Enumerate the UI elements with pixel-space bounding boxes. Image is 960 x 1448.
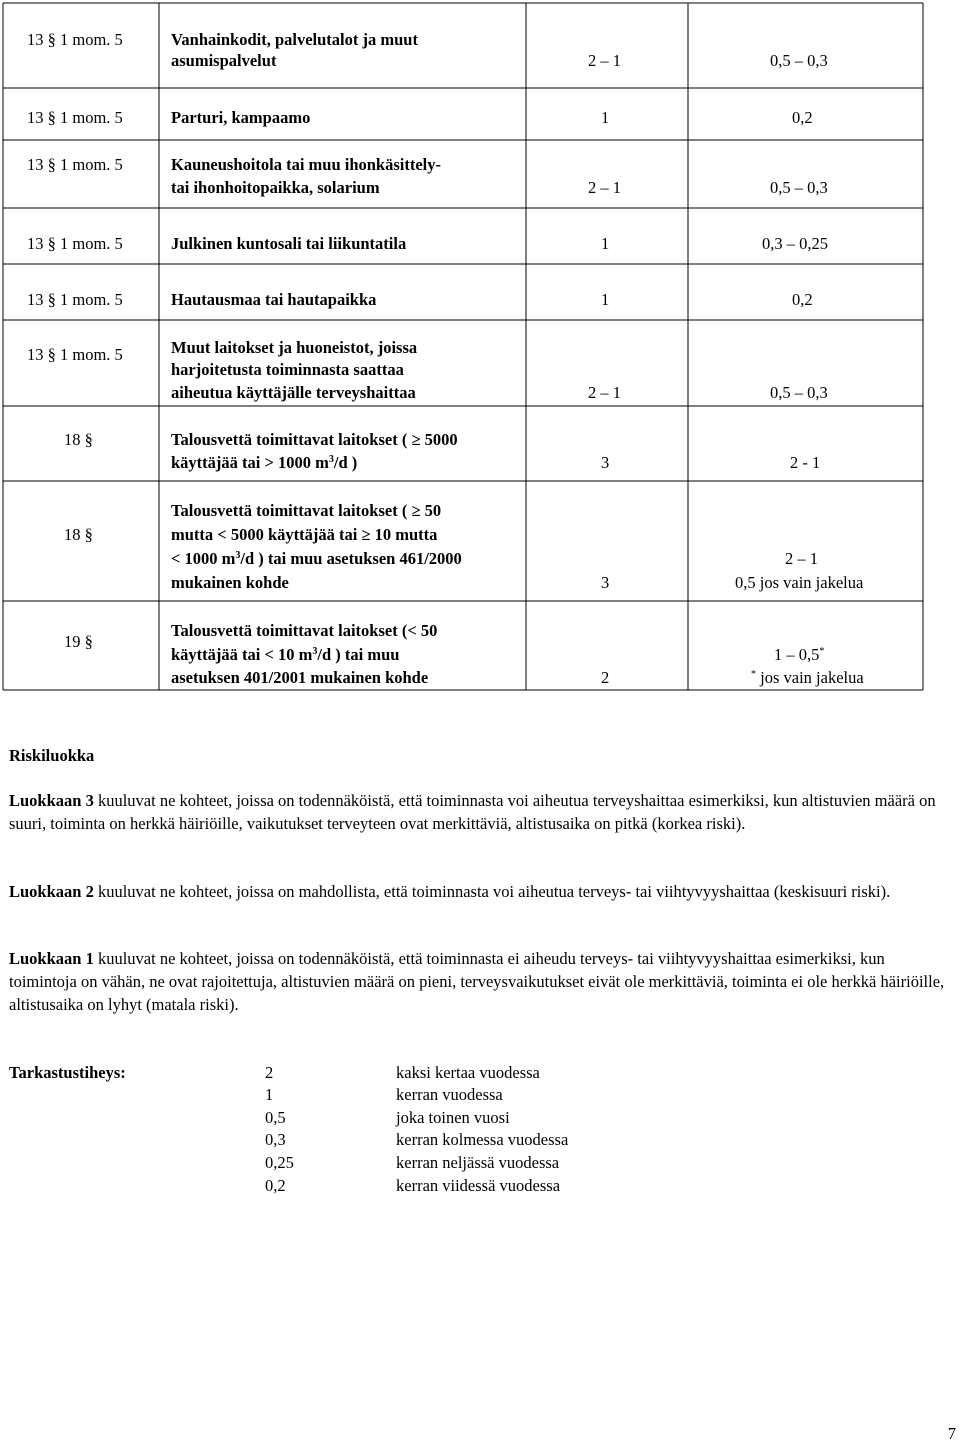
inspection-frequency: 0,2 [792,290,813,309]
risk-class-2-paragraph [9,880,954,903]
table-grid [0,0,960,700]
risk-class-label: Luokkaan 2 [9,882,94,901]
inspection-frequency: 1 – 0,5* [774,645,825,664]
inspection-frequency: 0,3 – 0,25 [762,234,828,253]
row-description-line: Julkinen kuntosali tai liikuntatila [171,234,407,253]
row-description-line: käyttäjää tai > 1000 $m^3/d$ ) [171,453,358,472]
row-description-line: mutta < 5000 käyttäjää tai ≥ 10 mutta [171,525,438,544]
inspection-frequency: 2 – 1 [785,549,818,568]
inspection-frequency: 0,5 – 0,3 [770,383,828,402]
page-number: 7 [947,1424,956,1443]
frequency-heading: Tarkastustiheys: [9,1063,126,1082]
frequency-value: 1 [265,1085,274,1104]
frequency-text: kaksi kertaa vuodessa [396,1063,540,1082]
risk-class: 1 [601,234,610,253]
risk-class: 2 – 1 [588,178,621,197]
row-description-line: < 1000 $m^3/d$ ) tai muu asetuksen 461/2000 [171,549,462,568]
risk-class: 1 [601,108,610,127]
row-description-line: Parturi, kampaamo [171,108,311,127]
risk-class: 3 [601,453,610,472]
row-description-line: Talousvettä toimittavat laitokset ( ≥ 5000 [171,430,458,449]
row-description-line: Talousvettä toimittavat laitokset ( ≥ 50 [171,501,442,520]
risk-class-label: Luokkaan 3 [9,791,94,810]
section-ref: 18 § [64,525,93,544]
frequency-text: joka toinen vuosi [396,1108,510,1127]
frequency-value: 2 [265,1063,274,1082]
section-ref: 18 § [64,430,93,449]
inspection-frequency: 2 - 1 [790,453,821,472]
row-description-line: Muut laitokset ja huoneistot, joissa [171,338,418,357]
row-description-line: Talousvettä toimittavat laitokset (< 50 [171,621,438,640]
section-ref: 13 § 1 mom. 5 [27,108,123,127]
row-description-line: tai ihonhoitopaikka, solarium [171,178,380,197]
risk-class: 3 [601,573,610,592]
risk-class: 2 [601,668,610,687]
section-ref: 13 § 1 mom. 5 [27,234,123,253]
frequency-value: 0,25 [265,1153,294,1172]
risk-class-text: kuuluvat ne kohteet, joissa on todennäköistä, että toiminnasta ei aiheudu terveys- tai viihtyvyyshaittaa esimerkiksi, kun toimintoja on vähän, ne ovat rajoitettuja, altistuvien määrä on pieni, terveysvaikutukset eivät ole merkittäviä, toiminta ei ole herkkä häiriöille, altistusaika on lyhyt (matala riski). [9,949,945,1014]
frequency-text: kerran viidessä vuodessa [396,1176,561,1195]
risk-heading: Riskiluokka [9,746,95,765]
risk-class-3-paragraph [9,789,954,835]
risk-class: 1 [601,290,610,309]
section-ref: 19 § [64,632,93,651]
frequency-text: kerran kolmessa vuodessa [396,1130,569,1149]
frequency-text: kerran vuodessa [396,1085,503,1104]
inspection-frequency-note: 0,5 jos vain jakelua [735,573,864,592]
frequency-value: 0,2 [265,1176,286,1195]
frequency-value: 0,3 [265,1130,286,1149]
inspection-frequency: 0,2 [792,108,813,127]
inspection-frequency: 0,5 – 0,3 [770,51,828,70]
row-description-line: mukainen kohde [171,573,289,592]
frequency-value: 0,5 [265,1108,286,1127]
section-ref: 13 § 1 mom. 5 [27,30,123,49]
risk-class: 2 – 1 [588,383,621,402]
frequency-text: kerran neljässä vuodessa [396,1153,560,1172]
risk-class: 2 – 1 [588,51,621,70]
row-description-line: asumispalvelut [171,51,277,70]
risk-class-text: kuuluvat ne kohteet, joissa on mahdollista, että toiminnasta voi aiheutua terveys- tai viihtyvyyshaittaa (keskisuuri riski). [93,882,891,901]
risk-class-label: Luokkaan 1 [9,949,94,968]
risk-class-1-paragraph [9,947,954,1016]
row-description-line: harjoitetusta toiminnasta saattaa [171,360,404,379]
row-description-line: asetuksen 401/2001 mukainen kohde [171,668,429,687]
row-description-line: Vanhainkodit, palvelutalot ja muut [171,30,418,49]
inspection-frequency-note: * jos vain jakelua [751,668,864,687]
section-ref: 13 § 1 mom. 5 [27,155,123,174]
risk-class-text: kuuluvat ne kohteet, joissa on todennäköistä, että toiminnasta voi aiheutua terveyshaittaa esimerkiksi, kun altistuvien määrä on suuri, toiminta on herkkä häiriöille, vaikutukset terveyteen ovat merkittäviä, altistusaika on pitkä (korkea riski). [9,791,936,833]
section-ref: 13 § 1 mom. 5 [27,290,123,309]
row-description-line: Hautausmaa tai hautapaikka [171,290,377,309]
inspection-frequency: 0,5 – 0,3 [770,178,828,197]
row-description-line: aiheutua käyttäjälle terveyshaittaa [171,383,416,402]
row-description-line: käyttäjää tai < 10 $m^3/d$ ) tai muu [171,645,400,664]
section-ref: 13 § 1 mom. 5 [27,345,123,364]
row-description-line: Kauneushoitola tai muu ihonkäsittely- [171,155,442,174]
